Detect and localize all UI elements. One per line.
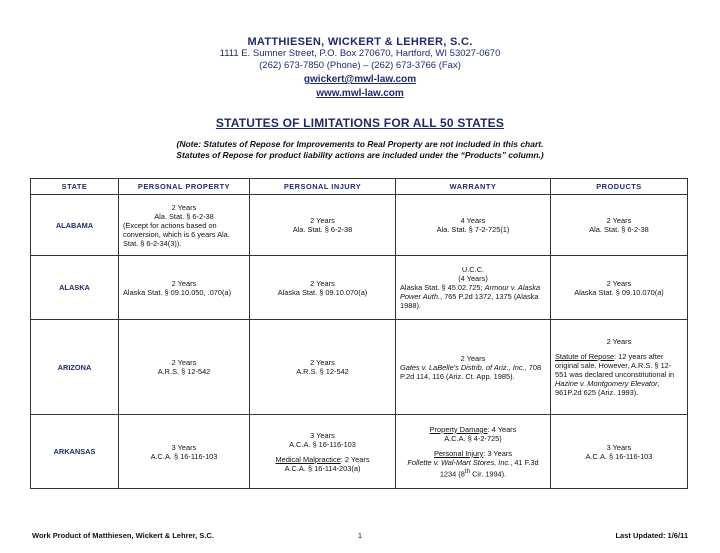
- last-updated: Last Updated: 1/6/11: [615, 531, 688, 540]
- case-name: Armour v. Alaska Power Auth.: [400, 283, 541, 301]
- years: 2 Years: [310, 358, 335, 367]
- ucc-label: U.C.C.: [461, 265, 485, 274]
- products-cell: [551, 320, 688, 415]
- years: 2 Years: [310, 216, 335, 225]
- property-damage-label: Property Damage: [429, 424, 488, 434]
- years: 2 Years: [606, 216, 632, 225]
- personal-injury-cell: [250, 415, 396, 489]
- exception-note: (Except for actions based on conversion, which is 6 years Ala. Stat. § 6-2-34(3)).: [123, 220, 230, 248]
- years: 2 Years: [310, 278, 335, 288]
- column-header-warranty: WARRANTY: [396, 179, 551, 195]
- personal-property-cell: [119, 415, 250, 489]
- case-cite: , 41 F.3d 1234 (8: [439, 457, 539, 479]
- years: 3 Years: [606, 442, 632, 452]
- personal-injury-cell: [250, 320, 396, 415]
- years: 4 Years: [460, 216, 486, 225]
- page-number: 1: [357, 531, 363, 540]
- table-row-alabama: [31, 195, 688, 256]
- warranty-cell: [396, 415, 551, 489]
- note-line-1: (Note: Statutes of Repose for Improvements to Real Property are not included in this chart.: [176, 139, 544, 149]
- website-link[interactable]: www.mwl-law.com: [316, 88, 404, 99]
- personal-property-cell: [119, 256, 250, 320]
- table-header-row: [31, 179, 688, 195]
- citation: A.R.S. § 12-542: [296, 367, 349, 376]
- email-link[interactable]: gwickert@mwl-law.com: [303, 74, 417, 85]
- years: (4 Years): [458, 274, 488, 283]
- state-cell: ARIZONA: [31, 320, 119, 415]
- personal-injury-cell: [250, 256, 396, 320]
- state-cell: ALASKA: [31, 256, 119, 320]
- citation: [400, 283, 546, 310]
- citation: A.C.A. § 16-116-103: [289, 439, 356, 449]
- table-row-arkansas: [31, 415, 688, 489]
- case-cite: , 961P.2d 625 (Ariz. 1993).: [555, 379, 660, 397]
- firm-phone: (262) 673-7850 (Phone) – (262) 673-3766 (Fax): [259, 60, 461, 71]
- years: 2 Years: [171, 358, 197, 367]
- case-cite: , 765 P.2d 1372, 1375 (Alaska 1988).: [400, 292, 539, 310]
- repose-note: [555, 352, 683, 397]
- years: 2 Years: [460, 353, 486, 363]
- citation: Ala. Stat. § 6-2-38: [589, 225, 649, 234]
- firm-address: 1111 E. Sumner Street, P.O. Box 270670, Hartford, WI 53027-0670: [219, 48, 501, 59]
- case-cite: , 708 P.2d 114, 116 (Ariz. Ct. App. 1985).: [400, 362, 542, 381]
- med-mal-cite: A.C.A. § 16-114-203(a): [284, 463, 361, 473]
- footer-work-product: Work Product of Matthiesen, Wickert & Lehrer, S.C.: [32, 531, 214, 540]
- state-cell: ALABAMA: [31, 195, 119, 256]
- years: 2 Years: [171, 202, 197, 212]
- citation: [400, 363, 546, 381]
- years: 2 Years: [606, 337, 632, 346]
- letterhead: [0, 0, 720, 100]
- personal-property-cell: [119, 195, 250, 256]
- years: 3 Years: [171, 442, 197, 452]
- case-name: Gates v. LaBelle's Distrib. of Ariz., Inc.: [400, 362, 525, 372]
- med-mal: [254, 455, 391, 464]
- state-cell: ARKANSAS: [31, 415, 119, 489]
- property-damage: [400, 425, 546, 434]
- citation: Ala. Stat. § 7-2-725(1): [436, 225, 510, 234]
- personal-injury-cell: [250, 195, 396, 256]
- warranty-cell: [396, 320, 551, 415]
- case-name: Hazine v. Montgomery Elevator: [555, 379, 658, 388]
- case-name: Follette v. Wal-Mart Stores, Inc.: [407, 457, 511, 467]
- citation: Alaska Stat. § 09.10.050, .070(a): [123, 287, 232, 297]
- citation: A.C.A. § 16-116-103: [150, 451, 218, 461]
- firm-name: MATTHIESEN, WICKERT & LEHRER, S.C.: [247, 36, 473, 48]
- med-mal-label: Medical Malpractice: [275, 454, 341, 464]
- property-damage-years: : 4 Years: [487, 424, 517, 434]
- citation: A.R.S. § 12-542: [157, 367, 211, 376]
- statute-cite: Alaska Stat. § 45.02.725;: [400, 283, 485, 292]
- products-cell: [551, 195, 688, 256]
- citation: Alaska Stat. § 09.10.070(a): [574, 287, 664, 297]
- warranty-cell: [396, 256, 551, 320]
- personal-injury-years: : 3 Years: [483, 448, 513, 458]
- column-header-personal-injury: PERSONAL INJURY: [250, 179, 396, 195]
- med-mal-years: : 2 Years: [340, 454, 370, 464]
- personal-property-cell: [119, 320, 250, 415]
- citation: Alaska Stat. § 09.10.070(a): [277, 287, 368, 297]
- warranty-cell: [396, 195, 551, 256]
- citation: [400, 458, 546, 478]
- personal-injury-label: Personal Injury: [433, 448, 484, 458]
- years: 2 Years: [606, 278, 632, 288]
- products-cell: [551, 256, 688, 320]
- citation: Ala. Stat. § 6-2-38: [154, 211, 214, 221]
- years: 3 Years: [310, 430, 335, 440]
- products-cell: [551, 415, 688, 489]
- citation: A.C.A. § 16-116-103: [585, 451, 653, 461]
- table-row-arizona: [31, 320, 688, 415]
- citation: Ala. Stat. § 6-2-38: [292, 225, 353, 234]
- table-row-alaska: [31, 256, 688, 320]
- ordinal-suffix: th: [464, 467, 471, 475]
- personal-injury: [400, 449, 546, 458]
- column-header-personal-property: PERSONAL PROPERTY: [119, 179, 250, 195]
- note-line-2: Statutes of Repose for product liability actions are included under the “Products” column.): [176, 149, 544, 160]
- repose-text: : 12 years after original sale. However, A.R.S. § 12-551 was declared unconstitutional in: [555, 352, 675, 379]
- page-title: STATUTES OF LIMITATIONS FOR ALL 50 STATES: [215, 116, 505, 130]
- property-damage-cite: A.C.A. § 4-2-725): [444, 433, 502, 443]
- statutes-table: [30, 178, 688, 489]
- repose-label: Statute of Repose: [555, 352, 615, 361]
- case-cite-end: Cir. 1994).: [470, 469, 507, 479]
- note: [0, 139, 720, 160]
- column-header-state: STATE: [31, 179, 119, 195]
- years: 2 Years: [171, 278, 197, 288]
- column-header-products: PRODUCTS: [551, 179, 688, 195]
